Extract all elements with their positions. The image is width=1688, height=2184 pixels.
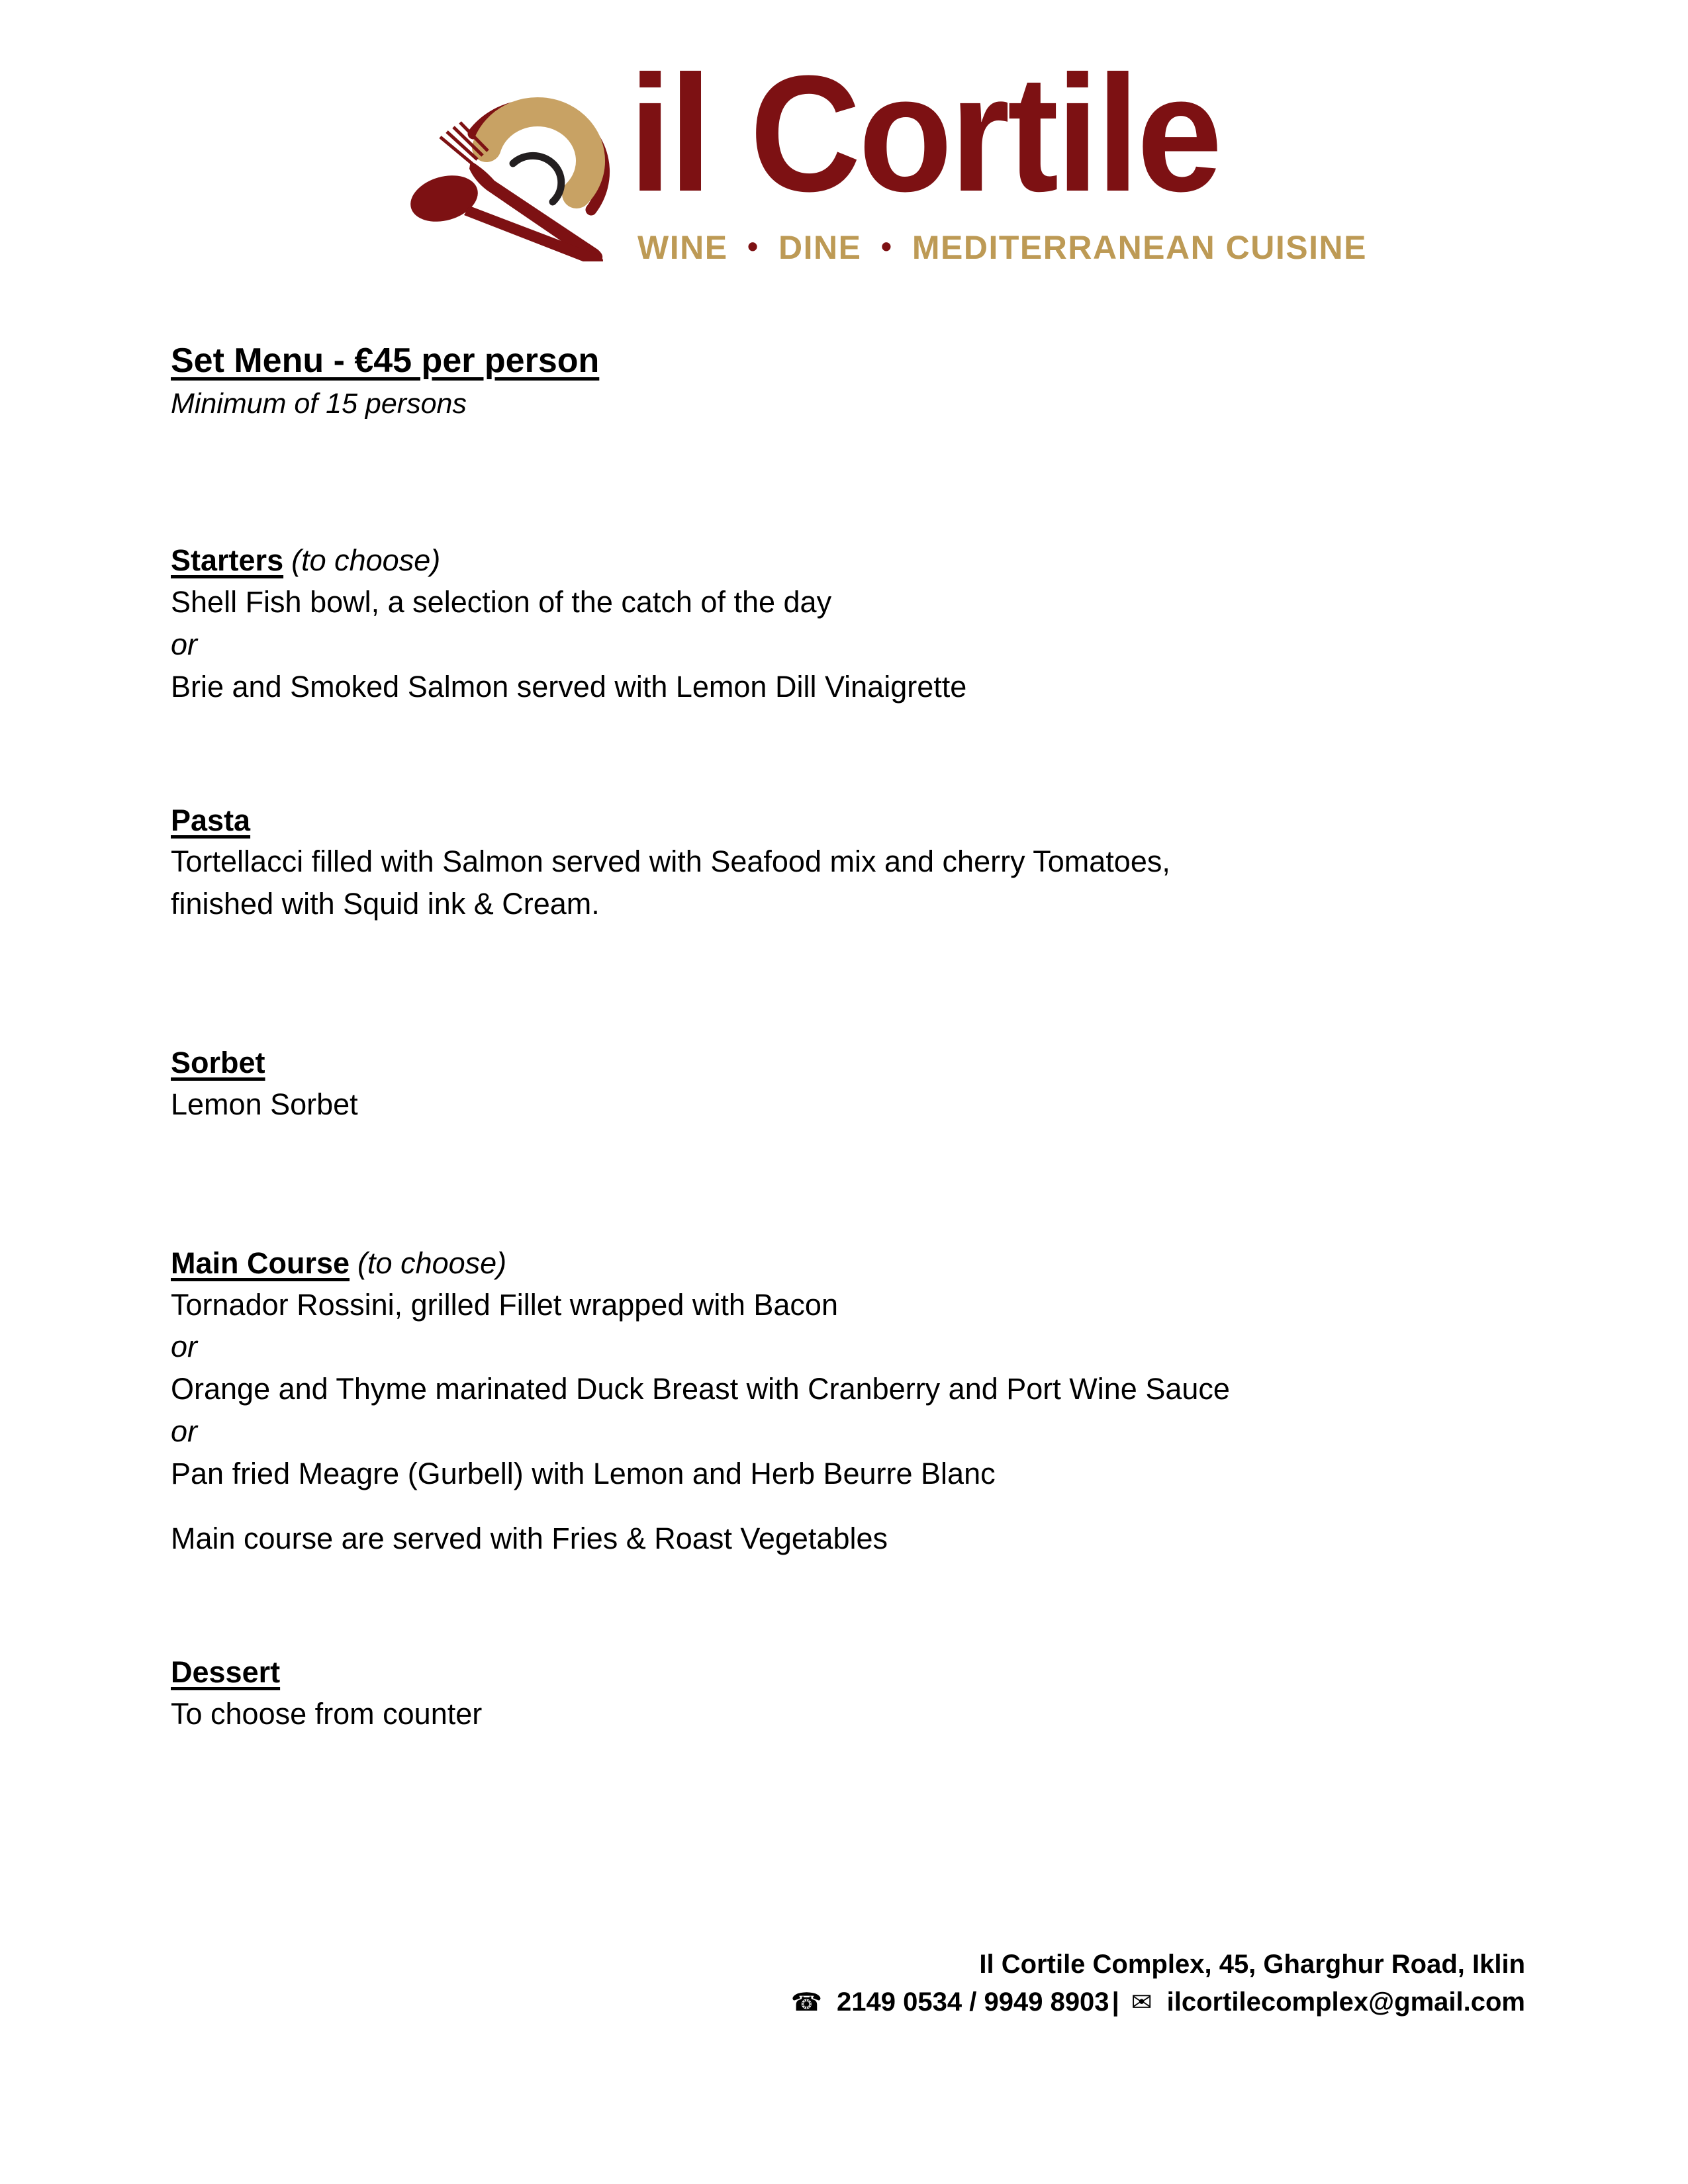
menu-item: Shell Fish bowl, a selection of the catch of the day [171,585,832,619]
section-heading-label: Main Course [171,1246,350,1280]
menu-item: Lemon Sorbet [171,1087,358,1121]
tagline-dine: DINE [778,229,862,266]
phone-icon: ☎ [790,1988,823,2017]
tagline-dot-2: • [880,229,893,263]
section-main-course [171,1244,1528,1560]
section-heading-sorbet [171,1043,1528,1083]
page-footer [0,1946,1688,2021]
brand-wordmark: il Cortile [629,41,1220,226]
tagline-cuisine: MEDITERRANEAN CUISINE [912,229,1367,266]
section-heading-main-course [171,1244,1528,1284]
brand-tagline [637,228,1367,267]
envelope-icon: ✉ [1131,1988,1152,2017]
section-sorbet [171,1043,1528,1126]
menu-content [171,341,1528,1735]
brand-logo [0,41,1688,281]
section-dessert [171,1653,1528,1735]
menu-choice-separator: or [171,1330,198,1364]
menu-item: Brie and Smoked Salmon served with Lemon Dill Vinaigrette [171,669,967,704]
footer-separator: | [1111,1987,1119,2017]
footer-address: Il Cortile Complex, 45, Gharghur Road, Iklin [979,1950,1525,1979]
menu-item: To choose from counter [171,1696,483,1731]
section-heading-label: Sorbet [171,1046,265,1080]
menu-item-continued: finished with Squid ink & Cream. [171,887,600,921]
menu-item: Tornador Rossini, grilled Fillet wrapped with Bacon [171,1287,838,1322]
section-heading-starters [171,541,1528,581]
menu-item: Pan fried Meagre (Gurbell) with Lemon and Herb Beurre Blanc [171,1457,996,1491]
plate-fork-spoon-logo-icon [399,63,637,261]
menu-item: Tortellacci filled with Salmon served with Seafood mix and cherry Tomatoes, [171,844,1170,879]
tagline-wine: WINE [637,229,728,266]
section-heading-pasta [171,801,1528,841]
main-course-accompaniment-note: Main course are served with Fries & Roast Vegetables [171,1522,888,1556]
section-heading-label: Pasta [171,803,251,837]
footer-phone-numbers: 2149 0534 / 9949 8903 [837,1987,1109,2017]
menu-item: Orange and Thyme marinated Duck Breast with Cranberry and Port Wine Sauce [171,1372,1230,1406]
page-subtitle: Minimum of 15 persons [171,388,467,420]
footer-email[interactable]: ilcortilecomplex@gmail.com [1166,1987,1525,2017]
page-title: Set Menu - €45 per person [171,341,600,380]
section-heading-label: Dessert [171,1655,281,1689]
section-pasta [171,801,1528,926]
tagline-dot-1: • [747,229,759,263]
section-heading-label: Starters [171,543,284,578]
footer-contact [0,1983,1525,2021]
section-heading-dessert [171,1653,1528,1693]
menu-choice-separator: or [171,627,198,661]
section-heading-note: (to choose) [357,1246,507,1280]
section-heading-note: (to choose) [291,543,441,578]
section-starters [171,541,1528,707]
menu-choice-separator: or [171,1414,198,1449]
